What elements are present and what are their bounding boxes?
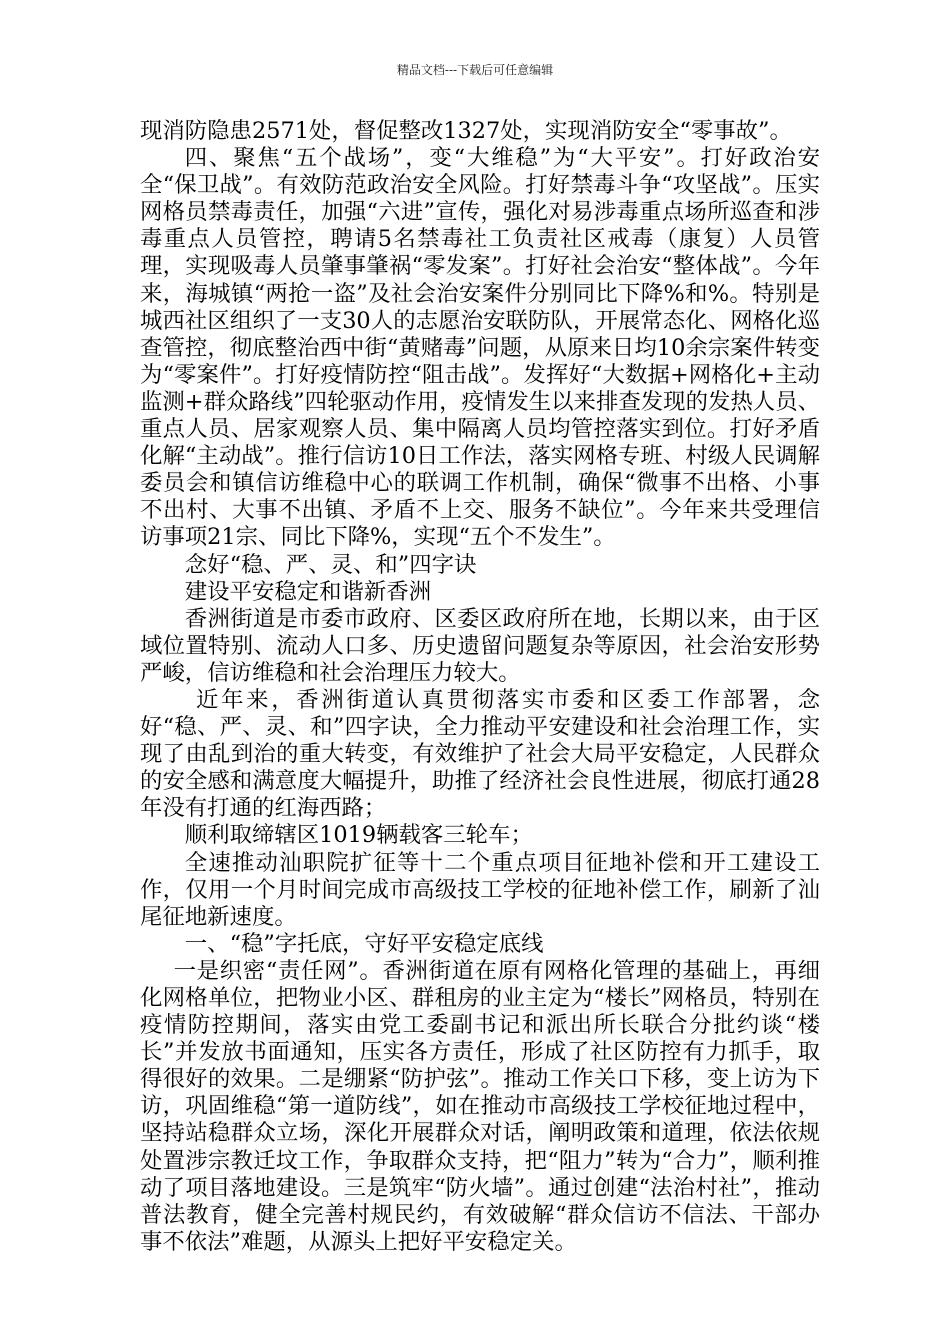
paragraph-intro: 香洲街道是市委市政府、区委区政府所在地，长期以来，由于区域位置特别、流动人口多、历史遗留问题复杂等原因，社会治安形势严峻，信访维稳和社会治理压力较大。	[140, 605, 820, 686]
paragraph-recent-years: 近年来，香洲街道认真贯彻落实市委和区委工作部署，念好“稳、严、灵、和”四字诀，全力推动平安建设和社会治理工作，实现了由乱到治的重大转变，有效维护了社会大局平安稳定，人民群众的安全感和满意度大幅提升，助推了经济社会良性进展，彻底打通28年没有打通的红海西路；	[140, 686, 820, 822]
page-header: 精品文档---下载后可任意编辑	[396, 63, 554, 77]
paragraph-responsibility-network: 一是织密“责任网”。香洲街道在原有网格化管理的基础上，再细化网格单位，把物业小区、群租房的业主定为“楼长”网格员，特别在疫情防控期间，落实由党工委副书记和派出所长联合分批约谈“楼长”并发放书面通知，压实各方责任，形成了社区防控有力抓手，取得很好的效果。二是绷紧“防护弦”。推动工作关口下移，变上访为下访，巩固维稳“第一道防线”，如在推动市高级技工学校征地过程中，坚持站稳群众立场，深化开展群众对话，阐明政策和道理，依法依规处置涉宗教迁坟工作，争取群众支持，把“阻力”转为“合力”，顺利推动了项目落地建设。三是筑牢“防火墙”。通过创建“法治村社”，推动普法教育，健全完善村规民约，有效破解“群众信访不信法、干部办事不依法”难题，从源头上把好平安稳定关。	[140, 957, 820, 1255]
article-title-line-2: 建设平安稳定和谐新香洲	[184, 578, 432, 605]
paragraph-five-battlefields: 四、聚焦“五个战场”，变“大维稳”为“大平安”。打好政治安全“保卫战”。有效防范政治安全风险。打好禁毒斗争“攻坚战”。压实网格员禁毒责任，加强“六进”宣传，强化对易涉毒重点场所巡查和涉毒重点人员管控，聘请5名禁毒社工负责社区戒毒（康复）人员管理，实现吸毒人员肇事肇祸“零发案”。打好社会治安“整体战”。今年来，海城镇“两抢一盗”及社会治安案件分别同比下降%和%。特别是城西社区组织了一支30人的志愿治安联防队，开展常态化、网格化巡查管控，彻底整治西中街“黄赌毒”问题，从原来日均10余宗案件转变为“零案件”。打好疫情防控“阻击战”。发挥好“大数据+网格化+主动监测+群众路线”四轮驱动作用，疫情发生以来排查发现的发热人员、重点人员、居家观察人员、集中隔离人员均管控落实到位。打好矛盾化解“主动战”。推行信访10日工作法，落实网格专班、村级人民调解委员会和镇信访维稳中心的联调工作机制，确保“微事不出格、小事不出村、大事不出镇、矛盾不上交、服务不缺位”。今年来共受理信访事项21宗、同比下降%，实现“五个不发生”。	[140, 145, 820, 551]
paragraph-land-acquisition: 全速推动汕职院扩征等十二个重点项目征地补偿和开工建设工作，仅用一个月时间完成市高级技工学校的征地补偿工作，刷新了汕尾征地新速度。	[140, 849, 820, 930]
paragraph-fire-safety: 现消防隐患2571处，督促整改1327处，实现消防安全“零事故”。	[140, 118, 792, 144]
article-title-line-1: 念好“稳、严、灵、和”四字诀	[184, 551, 477, 578]
paragraph-tricycles: 顺利取缔辖区1019辆载客三轮车；	[184, 822, 533, 849]
document-body	[140, 118, 820, 1256]
section-heading-stability: 一、“稳”字托底，守好平安稳定底线	[184, 930, 544, 957]
